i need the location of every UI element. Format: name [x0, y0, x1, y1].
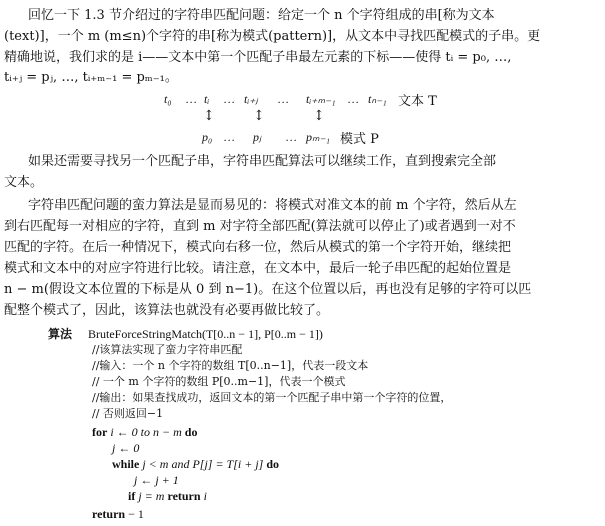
text-char-tn1: tₙ₋₁: [368, 92, 387, 106]
do-keyword: do: [184, 425, 198, 439]
text-ellipsis: …: [278, 92, 289, 106]
para3-line-1: 字符串匹配问题的蛮力算法是显而易见的：将模式对准文本的前 m 个字符，然后从左: [28, 198, 517, 213]
if-condition: j = m: [138, 489, 165, 503]
pattern-label: 模式 P: [340, 132, 379, 147]
j-increment-line: j ← j + 1: [134, 473, 179, 487]
while-do-keyword: do: [266, 457, 280, 471]
return-line: [92, 506, 144, 522]
while-keyword: while: [112, 457, 140, 471]
comment-line-3: // 一个 m 个字符的数组 P[0..m−1]，代表一个模式: [92, 375, 346, 388]
for-line: [92, 424, 197, 440]
match-arrow-2: ↕: [253, 108, 265, 124]
pattern-char-p0: p₀: [202, 130, 213, 144]
para3-line-5: n − m(假设文本位置的下标是从 0 到 n−1)。在这个位置以后，再也没有足够的字符可以匹: [4, 282, 532, 297]
return-keyword: return: [167, 489, 201, 503]
j-init-line: j ← 0: [112, 441, 140, 455]
text-ellipsis: …: [186, 92, 197, 106]
pattern-char-pm1: pₘ₋₁: [306, 130, 330, 144]
para3-line-6: 配整个模式了，因此，该算法也就没有必要再做比较了。: [4, 303, 330, 318]
text-char-ti: tᵢ: [204, 92, 210, 106]
comment-line-4: //输出：如果查找成功，返回文本的第一个匹配子串中第一个字符的位置，: [92, 391, 452, 404]
pattern-char-pj: pⱼ: [253, 130, 262, 144]
final-return-keyword: return: [92, 507, 126, 521]
para3-line-2: 到右匹配每一对相应的字符，直到 m 对字符全部匹配(算法就可以停止了)或者遇到一对不: [4, 219, 516, 234]
pattern-ellipsis: …: [224, 130, 235, 144]
text-char-t0: t₀: [164, 92, 172, 106]
text-label: 文本 T: [398, 94, 437, 109]
text-ellipsis: …: [224, 92, 235, 106]
para3-line-4: 模式和文本中的对应字符进行比较。请注意，在文本中，最后一轮子串匹配的起始位置是: [4, 261, 512, 276]
intro-line-1: 回忆一下 1.3 节介绍过的字符串匹配问题：给定一个 n 个字符组成的串[称为文本: [28, 8, 495, 23]
para2-line-1: 如果还需要寻找另一个匹配子串，字符串匹配算法可以继续工作，直到搜索完全部: [28, 154, 497, 169]
for-keyword: for: [92, 425, 108, 439]
comment-line-2: //输入：一个 n 个字符的数组 T[0..n−1]，代表一段文本: [92, 359, 369, 372]
intro-line-3: 精确地说，我们求的是 i——文本中第一个匹配子串最左元素的下标——使得 tᵢ = p₀, …,: [4, 50, 512, 65]
while-condition: j < m and P[j] = T[i + j]: [142, 457, 264, 471]
match-arrow-1: ↕: [203, 108, 215, 124]
text-ellipsis: …: [348, 92, 359, 106]
if-line: [128, 488, 207, 504]
text-char-tij: tᵢ₊ⱼ: [244, 92, 258, 106]
final-return-value: − 1: [128, 507, 144, 521]
return-value-i: i: [203, 489, 207, 503]
while-line: [112, 456, 279, 472]
for-range: i ← 0 to n − m: [110, 425, 182, 439]
para2-line-2: 文本。: [4, 175, 44, 190]
comment-line-1: //该算法实现了蛮力字符串匹配: [92, 343, 243, 356]
algorithm-label: 算法: [48, 327, 73, 341]
if-keyword: if: [128, 489, 136, 503]
intro-line-2: (text)]，一个 m (m≤n)个字符的串[称为模式(pattern)]，从文本中寻找匹配模式的子串。更: [4, 29, 541, 44]
pattern-ellipsis: …: [286, 130, 297, 144]
match-arrow-3: ↕: [313, 108, 325, 124]
para3-line-3: 匹配的字符。在后一种情况下，模式向右移一位，然后从模式的第一个字符开始，继续把: [4, 240, 512, 255]
algorithm-signature: BruteForceStringMatch(T[0..n − 1], P[0..m − 1]): [88, 327, 323, 341]
text-char-tim1: tᵢ₊ₘ₋₁: [306, 92, 336, 106]
comment-line-5: // 否则返回−1: [92, 407, 164, 420]
intro-line-4: tᵢ₊ⱼ = pⱼ, …, tᵢ₊ₘ₋₁ = pₘ₋₁。: [4, 70, 178, 85]
